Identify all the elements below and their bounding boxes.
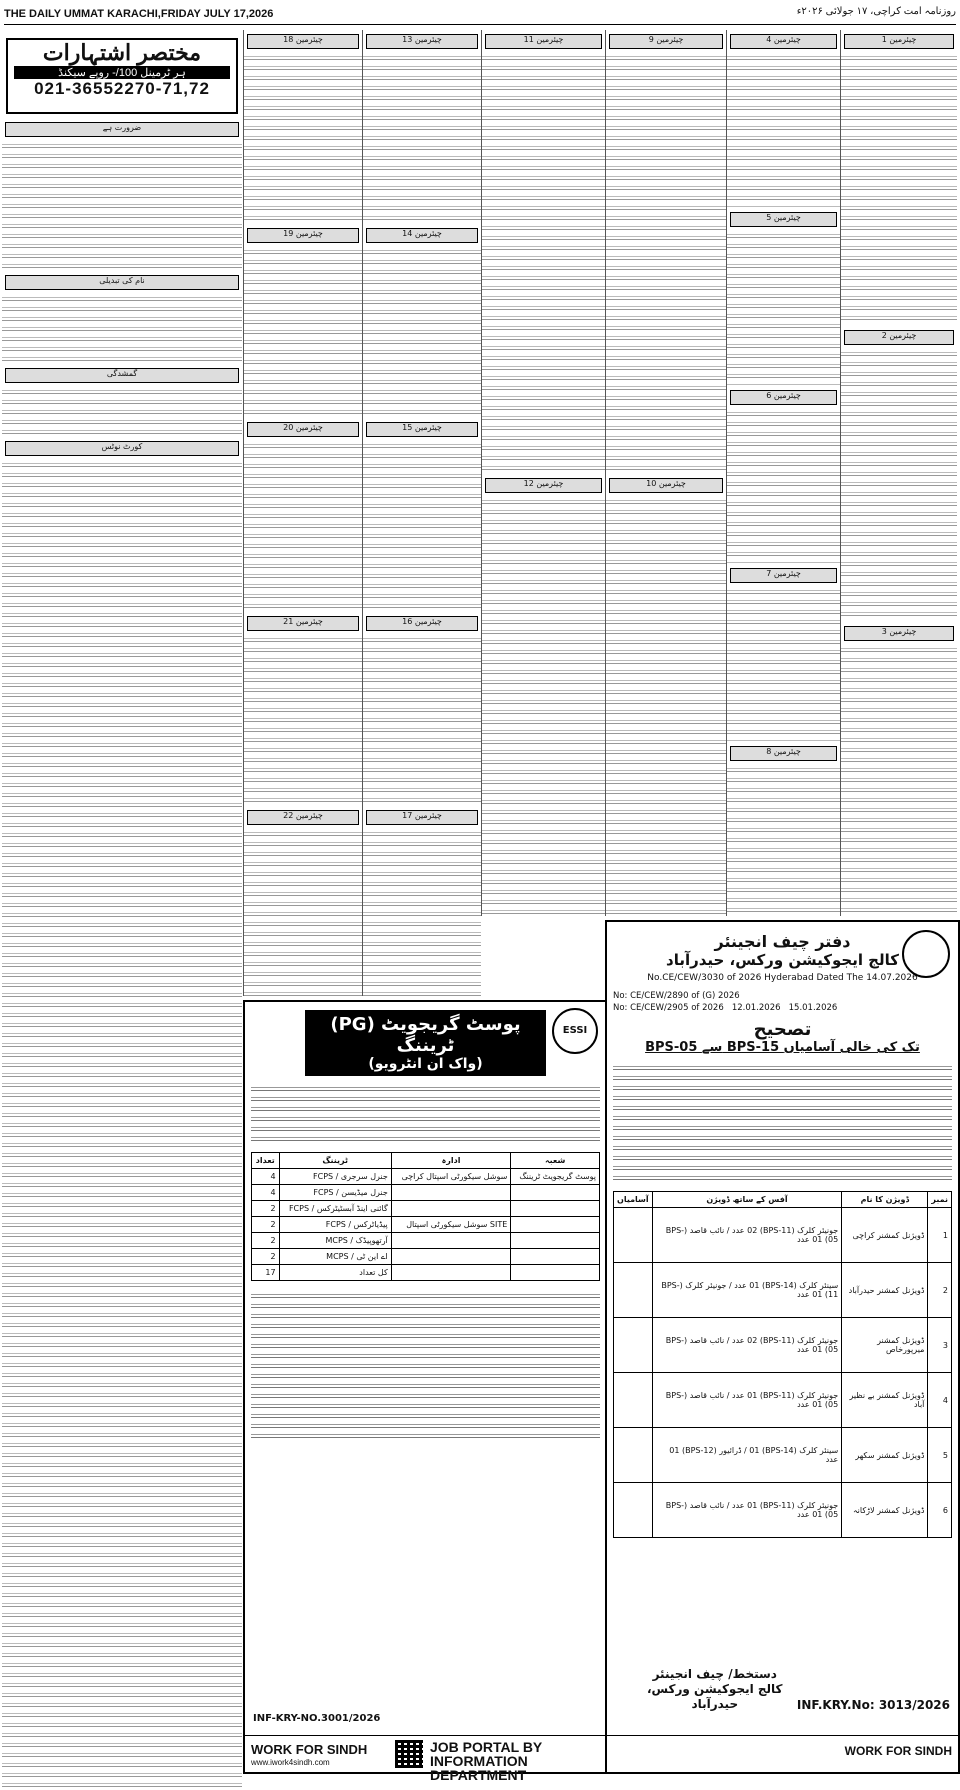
article-heading-text: چیئرمین 16 bbox=[367, 617, 477, 630]
table-cell: ڈویژنل کمشنر سکھر bbox=[842, 1428, 928, 1483]
ad2-title1: دفتر چیف انجینئر bbox=[714, 932, 851, 951]
article-heading-text: چیئرمین 21 bbox=[248, 617, 358, 630]
table-cell bbox=[511, 1233, 600, 1249]
article-heading bbox=[730, 34, 837, 49]
article-body bbox=[244, 441, 362, 612]
ad1-table-wrap bbox=[251, 1152, 600, 1281]
article-body bbox=[606, 497, 726, 916]
table-cell: 2 bbox=[252, 1217, 280, 1233]
article-heading-text: چیئرمین 8 bbox=[731, 747, 836, 760]
news-column bbox=[840, 30, 957, 916]
table-cell bbox=[614, 1483, 653, 1538]
article-body bbox=[363, 441, 481, 612]
masthead-date-ur: روزنامہ امت کراچی، ۱۷ جولائی ۲۰۲۶ء bbox=[796, 6, 956, 17]
ad2-body-text bbox=[613, 1063, 952, 1183]
table-cell: 2 bbox=[252, 1233, 280, 1249]
article-body bbox=[841, 349, 957, 622]
ad2-title2: کالج ایجوکیشن ورکس، حیدرآباد bbox=[666, 951, 899, 969]
article-heading bbox=[366, 616, 478, 631]
ad2-date1: 12.01.2026 bbox=[731, 1003, 781, 1013]
article-heading bbox=[730, 746, 837, 761]
article-heading bbox=[844, 330, 954, 345]
article-heading bbox=[366, 34, 478, 49]
table-cell: کل تعداد bbox=[279, 1265, 391, 1281]
section-title: کورٹ نوٹس bbox=[6, 442, 238, 455]
article-body bbox=[727, 409, 840, 564]
article-heading-text: چیئرمین 3 bbox=[845, 627, 953, 640]
news-column bbox=[605, 30, 726, 916]
work-for-sindh-logo: WORK FOR SINDH bbox=[844, 1744, 952, 1758]
table-cell bbox=[614, 1428, 653, 1483]
article-heading-text: چیئرمین 5 bbox=[731, 213, 836, 226]
article-heading bbox=[609, 478, 723, 493]
table-cell: آرتھوپیڈک / MCPS bbox=[279, 1233, 391, 1249]
ad1-title: پوسٹ گریجویٹ (PG) ٹریننگ bbox=[330, 1014, 521, 1056]
article-heading bbox=[247, 422, 359, 437]
article-body bbox=[727, 231, 840, 386]
classified-text-block bbox=[2, 294, 242, 364]
article-body bbox=[363, 635, 481, 806]
classified-banner bbox=[6, 38, 238, 114]
article-body bbox=[841, 53, 957, 326]
ad1-conditions-text bbox=[251, 1291, 600, 1441]
table-header-cell: آسامیاں bbox=[614, 1192, 653, 1208]
ad2-sign2: کالج ایجوکیشن ورکس، bbox=[647, 1682, 783, 1696]
ad1-intro-text bbox=[251, 1084, 600, 1144]
table-cell: 2 bbox=[252, 1201, 280, 1217]
qr-code-icon bbox=[395, 1740, 423, 1768]
table-cell: 4 bbox=[928, 1373, 952, 1428]
table-cell: جونیئر کلرک (BPS-11) 01 عدد / نائب قاصد (BPS-05) 01 عدد bbox=[652, 1483, 842, 1538]
article-heading-text: چیئرمین 19 bbox=[248, 229, 358, 242]
article-heading-text: چیئرمین 1 bbox=[845, 35, 953, 48]
article-body bbox=[363, 53, 481, 224]
table-cell bbox=[614, 1208, 653, 1263]
article-heading bbox=[366, 810, 478, 825]
table-row bbox=[252, 1201, 600, 1217]
table-cell: جونیئر کلرک (BPS-11) 02 عدد / نائب قاصد (BPS-05) 01 عدد bbox=[652, 1208, 842, 1263]
news-column bbox=[726, 30, 840, 916]
article-heading-text: چیئرمین 12 bbox=[486, 479, 601, 492]
table-cell: سینئر کلرک (BPS-14) 01 / ڈرائیور (BPS-12) 01 عدد bbox=[652, 1428, 842, 1483]
table-cell: 2 bbox=[252, 1249, 280, 1265]
news-column bbox=[243, 30, 362, 996]
article-heading bbox=[730, 212, 837, 227]
table-cell: ڈویژنل کمشنر کراچی bbox=[842, 1208, 928, 1263]
table-cell: جنرل میڈیسن / FCPS bbox=[279, 1185, 391, 1201]
table-cell: 1 bbox=[928, 1208, 952, 1263]
article-heading bbox=[730, 568, 837, 583]
news-column bbox=[362, 30, 481, 996]
ad2-sign1: دستخط/ چیف انجینئر bbox=[652, 1667, 777, 1681]
table-row bbox=[252, 1265, 600, 1281]
masthead bbox=[4, 2, 956, 22]
table-cell: سوشل سیکورٹی اسپتال کراچی bbox=[391, 1169, 511, 1185]
article-body bbox=[244, 635, 362, 806]
article-heading bbox=[366, 422, 478, 437]
ad2-footer bbox=[607, 1735, 958, 1772]
work-for-sindh-logo: WORK FOR SINDH bbox=[251, 1742, 368, 1757]
ad1-subtitle: (واک ان انٹرویو) bbox=[368, 1056, 483, 1072]
table-cell: ڈویژنل کمشنر میرپورخاص bbox=[842, 1318, 928, 1373]
table-cell bbox=[511, 1201, 600, 1217]
article-heading-text: چیئرمین 10 bbox=[610, 479, 722, 492]
article-body bbox=[244, 53, 362, 224]
classified-section bbox=[5, 122, 239, 137]
ad2-table bbox=[613, 1191, 952, 1538]
table-header-cell: ٹریننگ bbox=[279, 1153, 391, 1169]
article-heading-text: چیئرمین 22 bbox=[248, 811, 358, 824]
table-row bbox=[252, 1233, 600, 1249]
ad2-ref: No.CE/CEW/3030 of 2026 Hyderabad Dated The 14.07.2026 bbox=[647, 973, 918, 983]
table-cell: جونیئر کلرک (BPS-11) 01 عدد / نائب قاصد (BPS-05) 01 عدد bbox=[652, 1373, 842, 1428]
article-heading bbox=[844, 34, 954, 49]
article-body bbox=[363, 247, 481, 418]
table-cell: 6 bbox=[928, 1483, 952, 1538]
masthead-date-en: THE DAILY UMMAT KARACHI,FRIDAY JULY 17,2026 bbox=[4, 8, 274, 20]
table-row bbox=[252, 1217, 600, 1233]
table-cell bbox=[391, 1249, 511, 1265]
article-heading bbox=[485, 34, 602, 49]
table-row bbox=[614, 1428, 952, 1483]
table-cell: ڈویژنل کمشنر لاڑکانہ bbox=[842, 1483, 928, 1538]
ad1-job-portal: JOB PORTAL BY INFORMATION DEPARTMENT bbox=[430, 1739, 543, 1783]
article-heading-text: چیئرمین 14 bbox=[367, 229, 477, 242]
table-cell bbox=[391, 1265, 511, 1281]
table-header-cell: نمبر bbox=[928, 1192, 952, 1208]
ad2-ref2-line bbox=[613, 1003, 952, 1013]
table-header-cell: شعبہ bbox=[511, 1153, 600, 1169]
article-heading-text: چیئرمین 6 bbox=[731, 391, 836, 404]
chief-engineer-ad bbox=[605, 920, 960, 1774]
classified-rate: ہر ٹرمینل 100/- روپے سیکنڈ bbox=[14, 66, 230, 79]
article-heading-text: چیئرمین 2 bbox=[845, 331, 953, 344]
table-cell: ڈویژنل کمشنر حیدرآباد bbox=[842, 1263, 928, 1318]
table-row bbox=[614, 1318, 952, 1373]
ad2-inf: INF.KRY.No: 3013/2026 bbox=[796, 1698, 950, 1712]
table-cell bbox=[511, 1265, 600, 1281]
article-heading bbox=[247, 34, 359, 49]
table-cell bbox=[614, 1373, 653, 1428]
table-header-cell: ادارہ bbox=[391, 1153, 511, 1169]
table-cell bbox=[614, 1318, 653, 1373]
ad2-ref1: No: CE/CEW/2890 of (G) 2026 bbox=[613, 991, 740, 1001]
classified-text-block bbox=[2, 387, 242, 437]
classified-section bbox=[5, 368, 239, 383]
section-title: ضرورت ہے bbox=[6, 123, 238, 136]
table-cell: سینئر کلرک (BPS-14) 01 عدد / جونیئر کلرک (BPS-11) 01 عدد bbox=[652, 1263, 842, 1318]
table-cell: ڈویژنل کمشنر بے نظیر آباد bbox=[842, 1373, 928, 1428]
article-heading bbox=[485, 478, 602, 493]
section-title: گمشدگی bbox=[6, 369, 238, 382]
article-heading bbox=[247, 228, 359, 243]
article-body bbox=[727, 53, 840, 208]
classified-section bbox=[5, 275, 239, 290]
article-heading-text: چیئرمین 4 bbox=[731, 35, 836, 48]
article-heading-text: چیئرمین 7 bbox=[731, 569, 836, 582]
article-heading-text: چیئرمین 18 bbox=[248, 35, 358, 48]
table-cell bbox=[614, 1263, 653, 1318]
article-heading-text: چیئرمین 9 bbox=[610, 35, 722, 48]
table-cell: 2 bbox=[928, 1263, 952, 1318]
ad1-title-box bbox=[305, 1010, 546, 1076]
article-body bbox=[244, 829, 362, 996]
table-cell: 3 bbox=[928, 1318, 952, 1373]
classified-column bbox=[2, 30, 242, 1772]
table-row bbox=[614, 1483, 952, 1538]
classified-section bbox=[5, 441, 239, 456]
article-body bbox=[244, 247, 362, 418]
ad1-ref: INF-KRY-NO.3001/2026 bbox=[253, 1713, 381, 1724]
article-body bbox=[727, 765, 840, 916]
table-cell: جونیئر کلرک (BPS-11) 02 عدد / نائب قاصد (BPS-05) 01 عدد bbox=[652, 1318, 842, 1373]
table-row bbox=[252, 1185, 600, 1201]
article-body bbox=[482, 497, 605, 916]
table-cell bbox=[391, 1201, 511, 1217]
table-cell: 5 bbox=[928, 1428, 952, 1483]
ad2-ref2: No: CE/CEW/2905 of 2026 bbox=[613, 1003, 724, 1013]
table-cell: 4 bbox=[252, 1185, 280, 1201]
article-heading bbox=[609, 34, 723, 49]
article-heading-text: چیئرمین 13 bbox=[367, 35, 477, 48]
classified-text-block bbox=[2, 141, 242, 271]
article-heading-text: چیئرمین 11 bbox=[486, 35, 601, 48]
classified-phone: 021-36552270-71,72 bbox=[34, 79, 210, 98]
table-header-cell: ڈویژن کا نام bbox=[842, 1192, 928, 1208]
table-cell bbox=[391, 1233, 511, 1249]
news-column bbox=[481, 30, 605, 916]
table-cell bbox=[511, 1249, 600, 1265]
table-header-cell: آفس کے ساتھ ڈویژن bbox=[652, 1192, 842, 1208]
ad2-signature bbox=[647, 1667, 783, 1712]
ad1-table bbox=[251, 1152, 600, 1281]
table-row bbox=[614, 1208, 952, 1263]
table-cell: پوسٹ گریجویٹ ٹریننگ bbox=[511, 1169, 600, 1185]
article-body bbox=[727, 587, 840, 742]
article-heading bbox=[730, 390, 837, 405]
masthead-rule bbox=[4, 24, 956, 25]
ad2-date2: 15.01.2026 bbox=[788, 1003, 838, 1013]
ad1-url: www.iwork4sindh.com bbox=[251, 1758, 330, 1767]
essi-pg-training-ad bbox=[243, 1000, 608, 1783]
table-row bbox=[252, 1249, 600, 1265]
classified-title: مختصر اشتہارات bbox=[42, 40, 202, 65]
table-row bbox=[252, 1169, 600, 1185]
article-heading-text: چیئرمین 15 bbox=[367, 423, 477, 436]
table-cell bbox=[391, 1185, 511, 1201]
article-body bbox=[606, 53, 726, 474]
table-cell: اے این ٹی / MCPS bbox=[279, 1249, 391, 1265]
table-cell: 4 bbox=[252, 1169, 280, 1185]
table-cell: 17 bbox=[252, 1265, 280, 1281]
ad2-sign3: حیدرآباد bbox=[691, 1697, 739, 1711]
article-heading bbox=[366, 228, 478, 243]
classified-text-block bbox=[2, 460, 242, 1790]
section-title: نام کی تبدیلی bbox=[6, 276, 238, 289]
ad2-table-wrap bbox=[613, 1191, 952, 1538]
article-body bbox=[841, 645, 957, 916]
article-heading-text: چیئرمین 17 bbox=[367, 811, 477, 824]
article-heading bbox=[247, 810, 359, 825]
ad1-footer bbox=[245, 1735, 606, 1783]
article-heading bbox=[247, 616, 359, 631]
sindh-govt-seal-icon bbox=[902, 930, 950, 978]
table-header-cell: تعداد bbox=[252, 1153, 280, 1169]
table-row bbox=[614, 1373, 952, 1428]
article-body bbox=[363, 829, 481, 996]
ad2-tasheeh: تصحیح bbox=[753, 1019, 812, 1040]
article-heading bbox=[844, 626, 954, 641]
essi-logo: ESSI bbox=[552, 1008, 598, 1054]
table-cell: جنرل سرجری / FCPS bbox=[279, 1169, 391, 1185]
table-cell bbox=[511, 1217, 600, 1233]
ad2-subhead: BPS-05 سے BPS-15 تک کی خالی آسامیاں bbox=[645, 1040, 920, 1055]
table-cell: پیڈیاٹرکس / FCPS bbox=[279, 1217, 391, 1233]
table-cell: SITE سوشل سیکورٹی اسپتال bbox=[391, 1217, 511, 1233]
table-cell: گائنی اینڈ آبسٹیٹرکس / FCPS bbox=[279, 1201, 391, 1217]
article-heading-text: چیئرمین 20 bbox=[248, 423, 358, 436]
table-row bbox=[614, 1263, 952, 1318]
article-body bbox=[482, 53, 605, 474]
table-cell bbox=[511, 1185, 600, 1201]
